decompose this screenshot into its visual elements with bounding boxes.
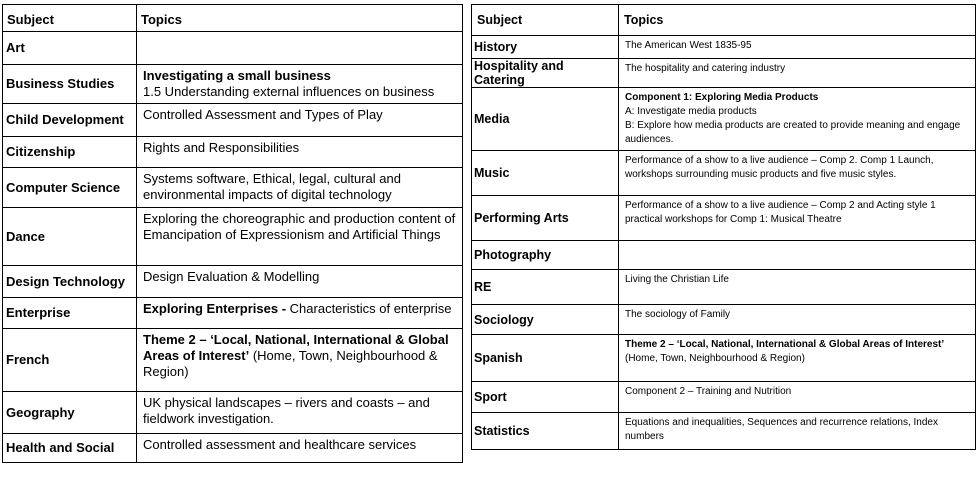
table-row <box>3 32 463 65</box>
topic-line <box>625 154 969 182</box>
table-row <box>472 241 976 270</box>
subject-cell: Geography <box>3 392 137 434</box>
topic-line <box>143 107 456 123</box>
topics-cell <box>137 168 463 208</box>
subject-cell: Child Development <box>3 104 137 137</box>
subject-cell: Citizenship <box>3 137 137 168</box>
header-row <box>3 5 463 32</box>
subject-cell: Performing Arts <box>472 196 619 241</box>
subject-header: Subject <box>472 5 619 36</box>
topic-text: A: Investigate media products <box>625 106 757 117</box>
topic-line <box>625 62 969 76</box>
topics-cell <box>137 104 463 137</box>
topic-text: Theme 2 – ‘Local, National, International & Global Areas of Interest’ <box>143 332 449 363</box>
topics-header: Topics <box>137 5 463 32</box>
topic-text: The American West 1835-95 <box>625 40 752 51</box>
table-row <box>472 305 976 335</box>
table-row <box>472 151 976 196</box>
subject-cell: Sociology <box>472 305 619 335</box>
subject-cell: Sport <box>472 382 619 413</box>
topic-text: Performance of a show to a live audience – Comp 2. Comp 1 Launch, workshops surrounding music products and five music styles. <box>625 155 934 180</box>
topic-text: Design Evaluation & Modelling <box>143 269 320 284</box>
topic-text: Systems software, Ethical, legal, cultural and environmental impacts of digital technology <box>143 171 401 202</box>
right-topics-table <box>471 4 976 450</box>
table-row <box>472 88 976 151</box>
topic-text: Rights and Responsibilities <box>143 140 300 155</box>
topics-cell <box>137 32 463 65</box>
topics-cell <box>619 270 976 305</box>
topics-cell <box>619 382 976 413</box>
left-topics-table <box>2 4 463 463</box>
topic-line <box>143 140 456 156</box>
table-row <box>3 266 463 298</box>
table-row <box>472 413 976 450</box>
topic-line <box>143 301 456 317</box>
topics-cell <box>137 392 463 434</box>
subject-cell: Music <box>472 151 619 196</box>
topic-text: Equations and inequalities, Sequences and recurrence relations, Index numbers <box>625 417 938 442</box>
topics-cell <box>619 36 976 59</box>
topic-line <box>625 273 969 287</box>
topic-text: The hospitality and catering industry <box>625 63 786 74</box>
topics-cell <box>619 88 976 151</box>
topic-line <box>143 332 456 380</box>
topic-line <box>625 119 969 147</box>
table-row <box>472 270 976 305</box>
subject-cell: Computer Science <box>3 168 137 208</box>
topic-line <box>143 269 456 285</box>
topic-line <box>143 171 456 203</box>
topics-cell <box>619 413 976 450</box>
topic-line <box>625 91 969 105</box>
topics-cell <box>619 335 976 382</box>
table-row <box>3 298 463 329</box>
subject-cell: Art <box>3 32 137 65</box>
subject-cell: Enterprise <box>3 298 137 329</box>
table-row <box>472 196 976 241</box>
table-row <box>3 65 463 104</box>
subject-cell: RE <box>472 270 619 305</box>
topic-text: The sociology of Family <box>625 309 731 320</box>
subject-cell: Design Technology <box>3 266 137 298</box>
topic-text: Exploring the choreographic and production content of Emancipation of Expressionism and Artificial Things <box>143 211 456 242</box>
topic-line <box>143 395 456 427</box>
topics-cell <box>619 151 976 196</box>
topics-cell <box>137 298 463 329</box>
topics-cell <box>137 266 463 298</box>
table-row <box>3 104 463 137</box>
topics-header: Topics <box>619 5 976 36</box>
subject-cell: Business Studies <box>3 65 137 104</box>
topic-text: Investigating a small business <box>143 68 331 83</box>
subject-header: Subject <box>3 5 137 32</box>
subject-cell: Media <box>472 88 619 151</box>
header-row <box>472 5 976 36</box>
topic-text: Component 2 – Training and Nutrition <box>625 386 792 397</box>
subject-cell: Hospitality and Catering <box>472 59 619 88</box>
topic-line <box>625 39 969 53</box>
topic-line <box>143 211 456 243</box>
topic-text: Component 1: Exploring Media Products <box>625 92 819 103</box>
topics-cell <box>619 196 976 241</box>
topics-cell <box>137 208 463 266</box>
subject-cell: Health and Social <box>3 434 137 463</box>
table-row <box>3 168 463 208</box>
table-row <box>3 434 463 463</box>
topic-line <box>625 308 969 322</box>
subject-cell: Statistics <box>472 413 619 450</box>
topic-text: Theme 2 – ‘Local, National, International & Global Areas of Interest’ <box>625 339 945 350</box>
topic-text: Living the Christian Life <box>625 274 729 285</box>
table-row <box>3 392 463 434</box>
table-row <box>472 335 976 382</box>
topic-line <box>625 385 969 399</box>
topic-line <box>625 416 969 444</box>
topic-text: Characteristics of enterprise <box>289 301 452 316</box>
table-row <box>3 208 463 266</box>
topic-text: Controlled Assessment and Types of Play <box>143 107 383 122</box>
table-row <box>3 137 463 168</box>
subject-cell: History <box>472 36 619 59</box>
subject-cell: Dance <box>3 208 137 266</box>
topic-text: Exploring Enterprises - <box>143 301 290 316</box>
topics-cell <box>619 305 976 335</box>
topic-line <box>625 338 969 352</box>
topic-text: (Home, Town, Neighbourhood & Region) <box>625 353 805 364</box>
topic-line <box>625 105 969 119</box>
topics-cell <box>619 241 976 270</box>
topics-cell <box>137 65 463 104</box>
topic-line <box>143 84 456 100</box>
topic-text: UK physical landscapes – rivers and coasts – and fieldwork investigation. <box>143 395 430 426</box>
table-row <box>3 329 463 392</box>
topics-cell <box>619 59 976 88</box>
topic-line <box>625 199 969 227</box>
table-row <box>472 36 976 59</box>
topic-text: B: Explore how media products are created to provide meaning and engage audiences. <box>625 120 961 145</box>
topic-text: 1.5 Understanding external influences on business <box>143 84 435 99</box>
topics-cell <box>137 329 463 392</box>
topic-text: Controlled assessment and healthcare services <box>143 437 417 452</box>
subject-cell: Photography <box>472 241 619 270</box>
topic-text: (Home, Town, Neighbourhood & Region) <box>143 348 438 379</box>
subject-cell: French <box>3 329 137 392</box>
topic-line <box>625 352 969 366</box>
topic-line <box>143 437 456 453</box>
topics-cell <box>137 434 463 463</box>
table-row <box>472 59 976 88</box>
table-row <box>472 382 976 413</box>
topic-line <box>143 68 456 84</box>
topics-cell <box>137 137 463 168</box>
subject-cell: Spanish <box>472 335 619 382</box>
topic-text: Performance of a show to a live audience – Comp 2 and Acting style 1 practical workshops for Comp 1: Musical Theatre <box>625 200 936 225</box>
